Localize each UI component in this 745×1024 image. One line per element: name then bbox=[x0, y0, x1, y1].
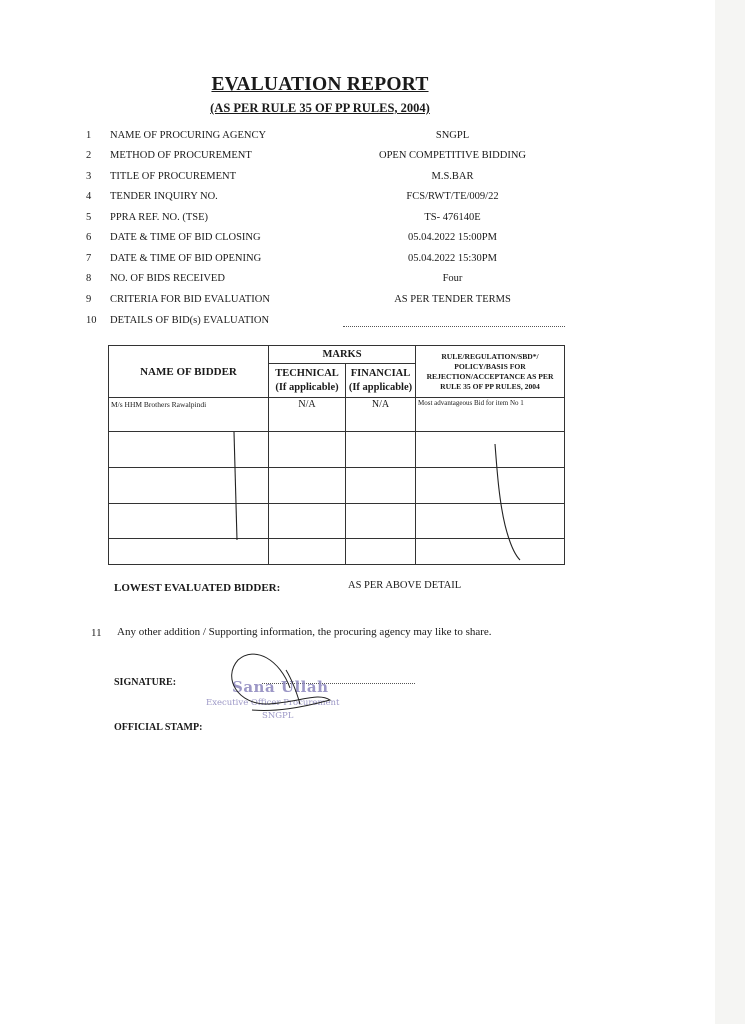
table-row-empty bbox=[109, 504, 565, 539]
item-label: DETAILS OF BID(s) EVALUATION bbox=[110, 315, 270, 326]
item-number: 11 bbox=[91, 627, 102, 639]
item-procuring-agency bbox=[0, 130, 745, 150]
item-number: 9 bbox=[86, 294, 92, 305]
bid-evaluation-table bbox=[108, 345, 565, 565]
header-financial: FINANCIAL (If applicable) bbox=[346, 364, 416, 398]
dotted-line bbox=[343, 321, 565, 327]
item-value: Four bbox=[442, 273, 463, 284]
technical-marks-cell: N/A bbox=[269, 398, 346, 432]
item-label: METHOD OF PROCUREMENT bbox=[110, 150, 252, 161]
header-technical: TECHNICAL (If applicable) bbox=[269, 364, 346, 398]
stamp-role: Executive Officer Procurement bbox=[206, 698, 340, 708]
item-label: TENDER INQUIRY NO. bbox=[110, 191, 218, 202]
item-number: 7 bbox=[86, 253, 92, 264]
stamp-name: Sana Ullah bbox=[232, 678, 329, 696]
item-number: 10 bbox=[86, 315, 97, 326]
item-number: 1 bbox=[86, 130, 92, 141]
report-subtitle: (AS PER RULE 35 OF PP RULES, 2004) bbox=[210, 101, 430, 115]
item-criteria bbox=[0, 294, 745, 314]
stamp-org: SNGPL bbox=[262, 711, 294, 721]
item-label: DATE & TIME OF BID CLOSING bbox=[110, 232, 261, 243]
item-bid-opening bbox=[0, 253, 745, 273]
item-value: SNGPL bbox=[435, 130, 470, 141]
header-marks: MARKS bbox=[269, 346, 416, 364]
header-basis: RULE/REGULATION/SBD*/ POLICY/BASIS FOR REJECTION/ACCEPTANCE AS PER RULE 35 OF PP RULES, 2004 bbox=[416, 346, 565, 398]
item-label: NAME OF PROCURING AGENCY bbox=[110, 130, 267, 141]
item-number: 4 bbox=[86, 191, 92, 202]
item-value: 05.04.2022 15:00PM bbox=[408, 232, 497, 243]
item-number: 2 bbox=[86, 150, 92, 161]
item-value: OPEN COMPETITIVE BIDDING bbox=[379, 150, 526, 161]
financial-marks-cell: N/A bbox=[346, 398, 416, 432]
supporting-info-text: Any other addition / Supporting information, the procuring agency may like to share. bbox=[117, 626, 492, 638]
item-label: NO. OF BIDS RECEIVED bbox=[110, 273, 225, 284]
basis-cell: Most advantageous Bid for item No 1 bbox=[416, 398, 565, 432]
lowest-bidder-label: LOWEST EVALUATED BIDDER: bbox=[114, 582, 281, 594]
item-value: M.S.BAR bbox=[431, 171, 474, 182]
item-number: 8 bbox=[86, 273, 92, 284]
item-tender-inquiry bbox=[0, 191, 745, 211]
item-label: TITLE OF PROCUREMENT bbox=[110, 171, 236, 182]
item-label: CRITERIA FOR BID EVALUATION bbox=[110, 294, 270, 305]
item-number: 6 bbox=[86, 232, 92, 243]
item-ppra-ref bbox=[0, 212, 745, 232]
item-number: 5 bbox=[86, 212, 92, 223]
item-label: DATE & TIME OF BID OPENING bbox=[110, 253, 262, 264]
table-row-empty bbox=[109, 468, 565, 504]
table-row-empty bbox=[109, 539, 565, 565]
official-stamp-label: OFFICIAL STAMP: bbox=[114, 722, 203, 733]
item-label: PPRA REF. NO. (TSE) bbox=[110, 212, 209, 223]
header-bidder-name: NAME OF BIDDER bbox=[109, 346, 269, 398]
item-value: TS- 476140E bbox=[424, 212, 481, 223]
item-bid-details bbox=[0, 315, 745, 335]
signature-label: SIGNATURE: bbox=[114, 677, 177, 688]
item-value: FCS/RWT/TE/009/22 bbox=[406, 191, 499, 202]
item-number: 3 bbox=[86, 171, 92, 182]
item-bid-closing bbox=[0, 232, 745, 252]
item-method bbox=[0, 150, 745, 170]
report-title: EVALUATION REPORT bbox=[211, 74, 429, 95]
table-row-empty bbox=[109, 432, 565, 468]
item-title bbox=[0, 171, 745, 191]
bidder-name-cell: M/s HHM Brothers Rawalpindi bbox=[109, 398, 269, 432]
item-value: 05.04.2022 15:30PM bbox=[408, 253, 497, 264]
lowest-bidder-value: AS PER ABOVE DETAIL bbox=[348, 580, 462, 591]
table-row bbox=[109, 398, 565, 432]
item-bids-received bbox=[0, 273, 745, 293]
item-value: AS PER TENDER TERMS bbox=[394, 294, 511, 305]
